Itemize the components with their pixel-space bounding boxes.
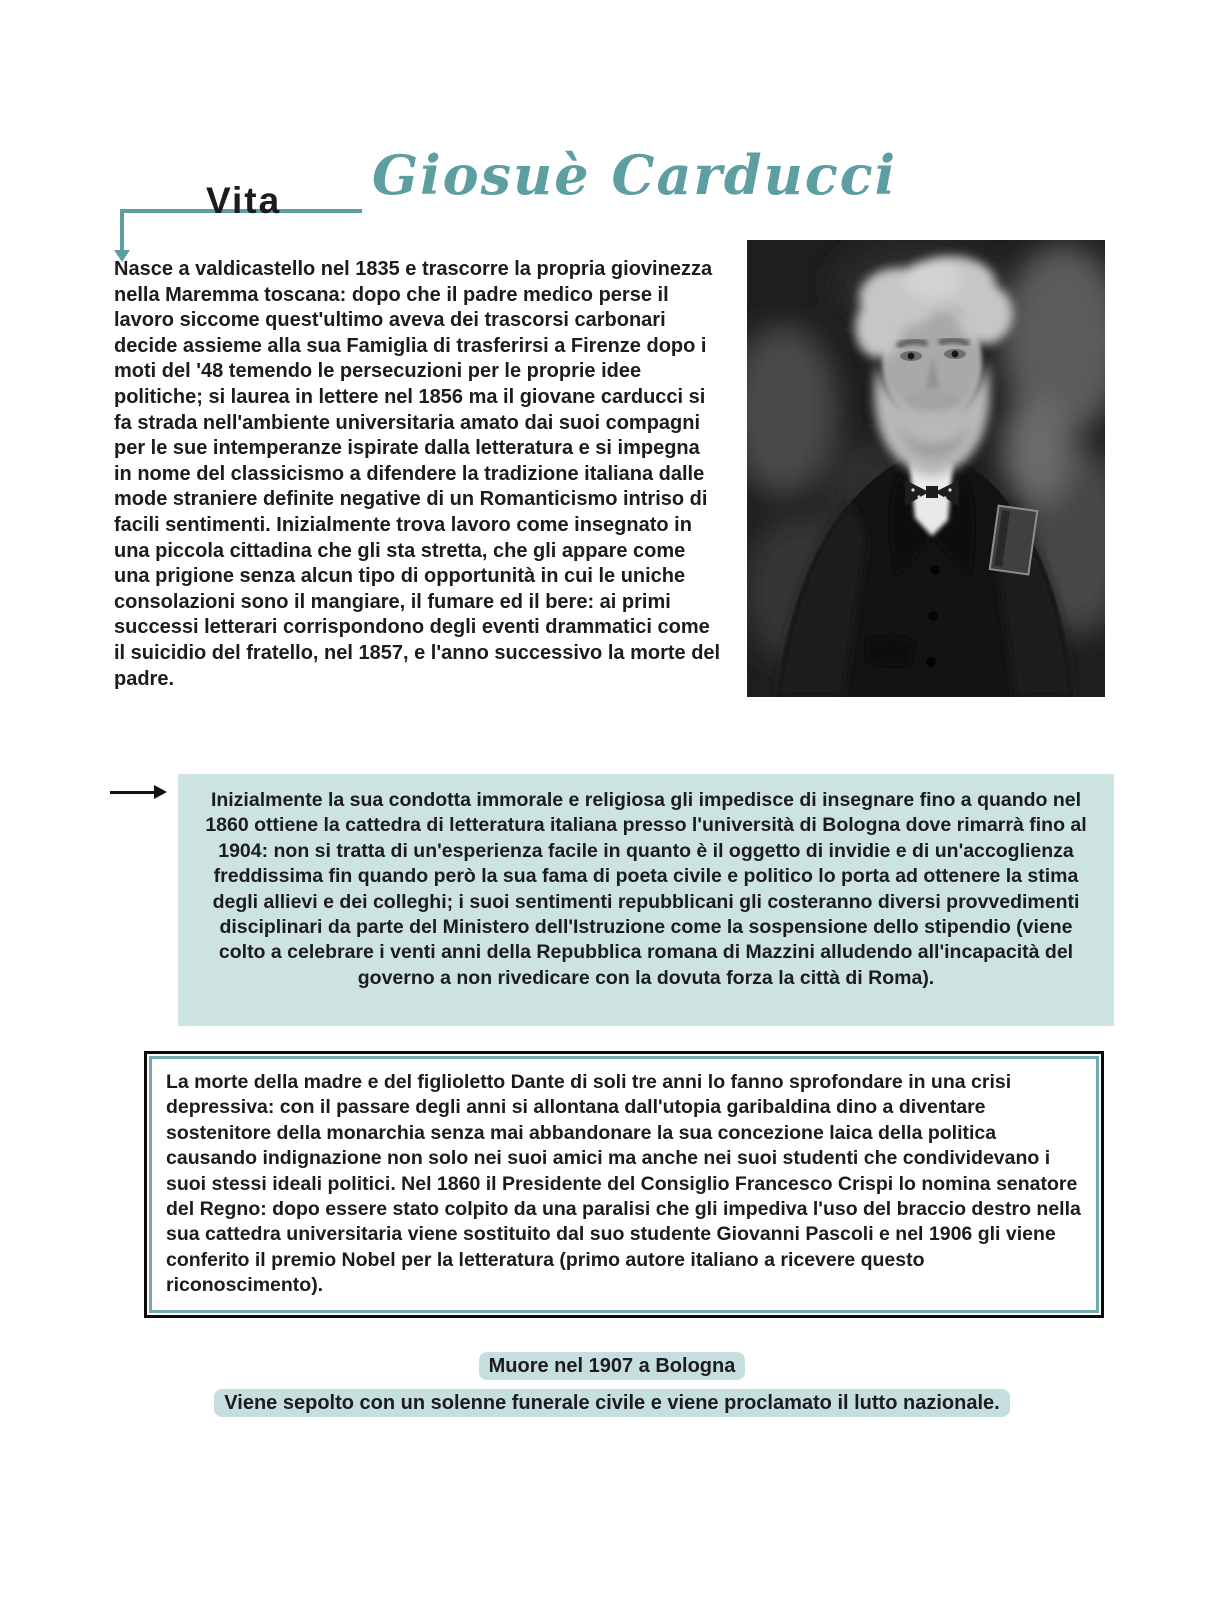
teal-note-box: Inizialmente la sua condotta immorale e religiosa gli impedisce di insegnare fino a quando nel 1860 ottiene la cattedra di letteratura italiana presso l'università di Bologna dove rimarrà fino al 1904: non si tratta di un'esperienza facile in quanto è il oggetto di invidie e di un'accoglienza freddissima fin quando però la sua fama di poeta civile e politico lo porta ad ottenere la stima degli allievi e dei colleghi; i suoi sentimenti repubblicani gli costeranno diversi provvedimenti disciplinari da parte del Ministero dell'Istruzione come la sospensione dello stipendio (viene colto a celebrare i venti anni della Repubblica romana di Mazzini alludendo all'incapacità del governo a non rivedicare con la dovuta forza la città di Roma).: [178, 774, 1114, 1026]
footer-line-1: [0, 1348, 1224, 1385]
note-arrow-line: [110, 791, 156, 794]
section-label-vita: Vita: [206, 180, 282, 221]
vita-down-arrow-icon: [114, 250, 130, 262]
footer-line-2: [0, 1385, 1224, 1422]
footer-notes: [0, 1348, 1224, 1422]
outlined-note-text: La morte della madre e del figlioletto Dante di soli tre anni lo fanno sprofondare in una crisi depressiva: con il passare degli anni si allontana dall'utopia garibaldina dino a diventare sostenitore della monarchia senza mai abbandonare la sua concezione laica della politica causando indignazione non solo nei suoi amici ma anche nei suoi studenti che condividevano i suoi stessi ideali politici. Nel 1860 il Presidente del Consiglio Francesco Crispi lo nomina senatore del Regno: dopo essere stato colpito da una paralisi che gli impediva l'uso del braccio destro nella sua cattedra universitaria viene sostituito dal suo studente Giovanni Pascoli e nel 1906 gli viene conferito il premio Nobel per la letteratura (primo autore italiano a ricevere questo riconoscimento).: [149, 1056, 1099, 1313]
footer-line-2-highlight: Viene sepolto con un solenne funerale civile e viene proclamato il lutto nazionale.: [214, 1389, 1009, 1417]
carducci-portrait-photo: [747, 240, 1105, 697]
carducci-portrait-illustration: [747, 240, 1105, 697]
page-title: Giosuè Carducci: [372, 143, 898, 207]
note-right-arrow-icon: [154, 785, 167, 799]
vita-connector-line-vertical: [120, 209, 124, 251]
bio-paragraph: Nasce a valdicastello nel 1835 e trascorre la propria giovinezza nella Maremma toscana: dopo che il padre medico perse il lavoro siccome quest'ultimo aveva dei trascorsi carbonari decide assieme alla sua Famiglia di trasferirsi a Firenze dopo i moti del '48 temendo le persecuzioni per le proprie idee politiche; si laurea in lettere nel 1856 ma il giovane carducci si fa strada nell'ambiente universitaria amato dai suoi compagni per le sue intemperanze ispirate dalla letteratura e si impegna in nome del classicismo a difendere la tradizione italiana dalle mode straniere definite negative di un Romanticismo intriso di facili sentimenti. Inizialmente trova lavoro come insegnato in una piccola cittadina che gli sta stretta, che gli appare come una prigione senza alcun tipo di opportunità in cui le uniche consolazioni sono il mangiare, il fumare ed il bere: ai primi successi letterari corrispondono degli eventi drammatici come il suicidio del fratello, nel 1857, e l'anno successivo la morte del padre.: [114, 258, 721, 690]
footer-line-1-highlight: Muore nel 1907 a Bologna: [479, 1352, 746, 1380]
outlined-note-box: [144, 1051, 1104, 1318]
